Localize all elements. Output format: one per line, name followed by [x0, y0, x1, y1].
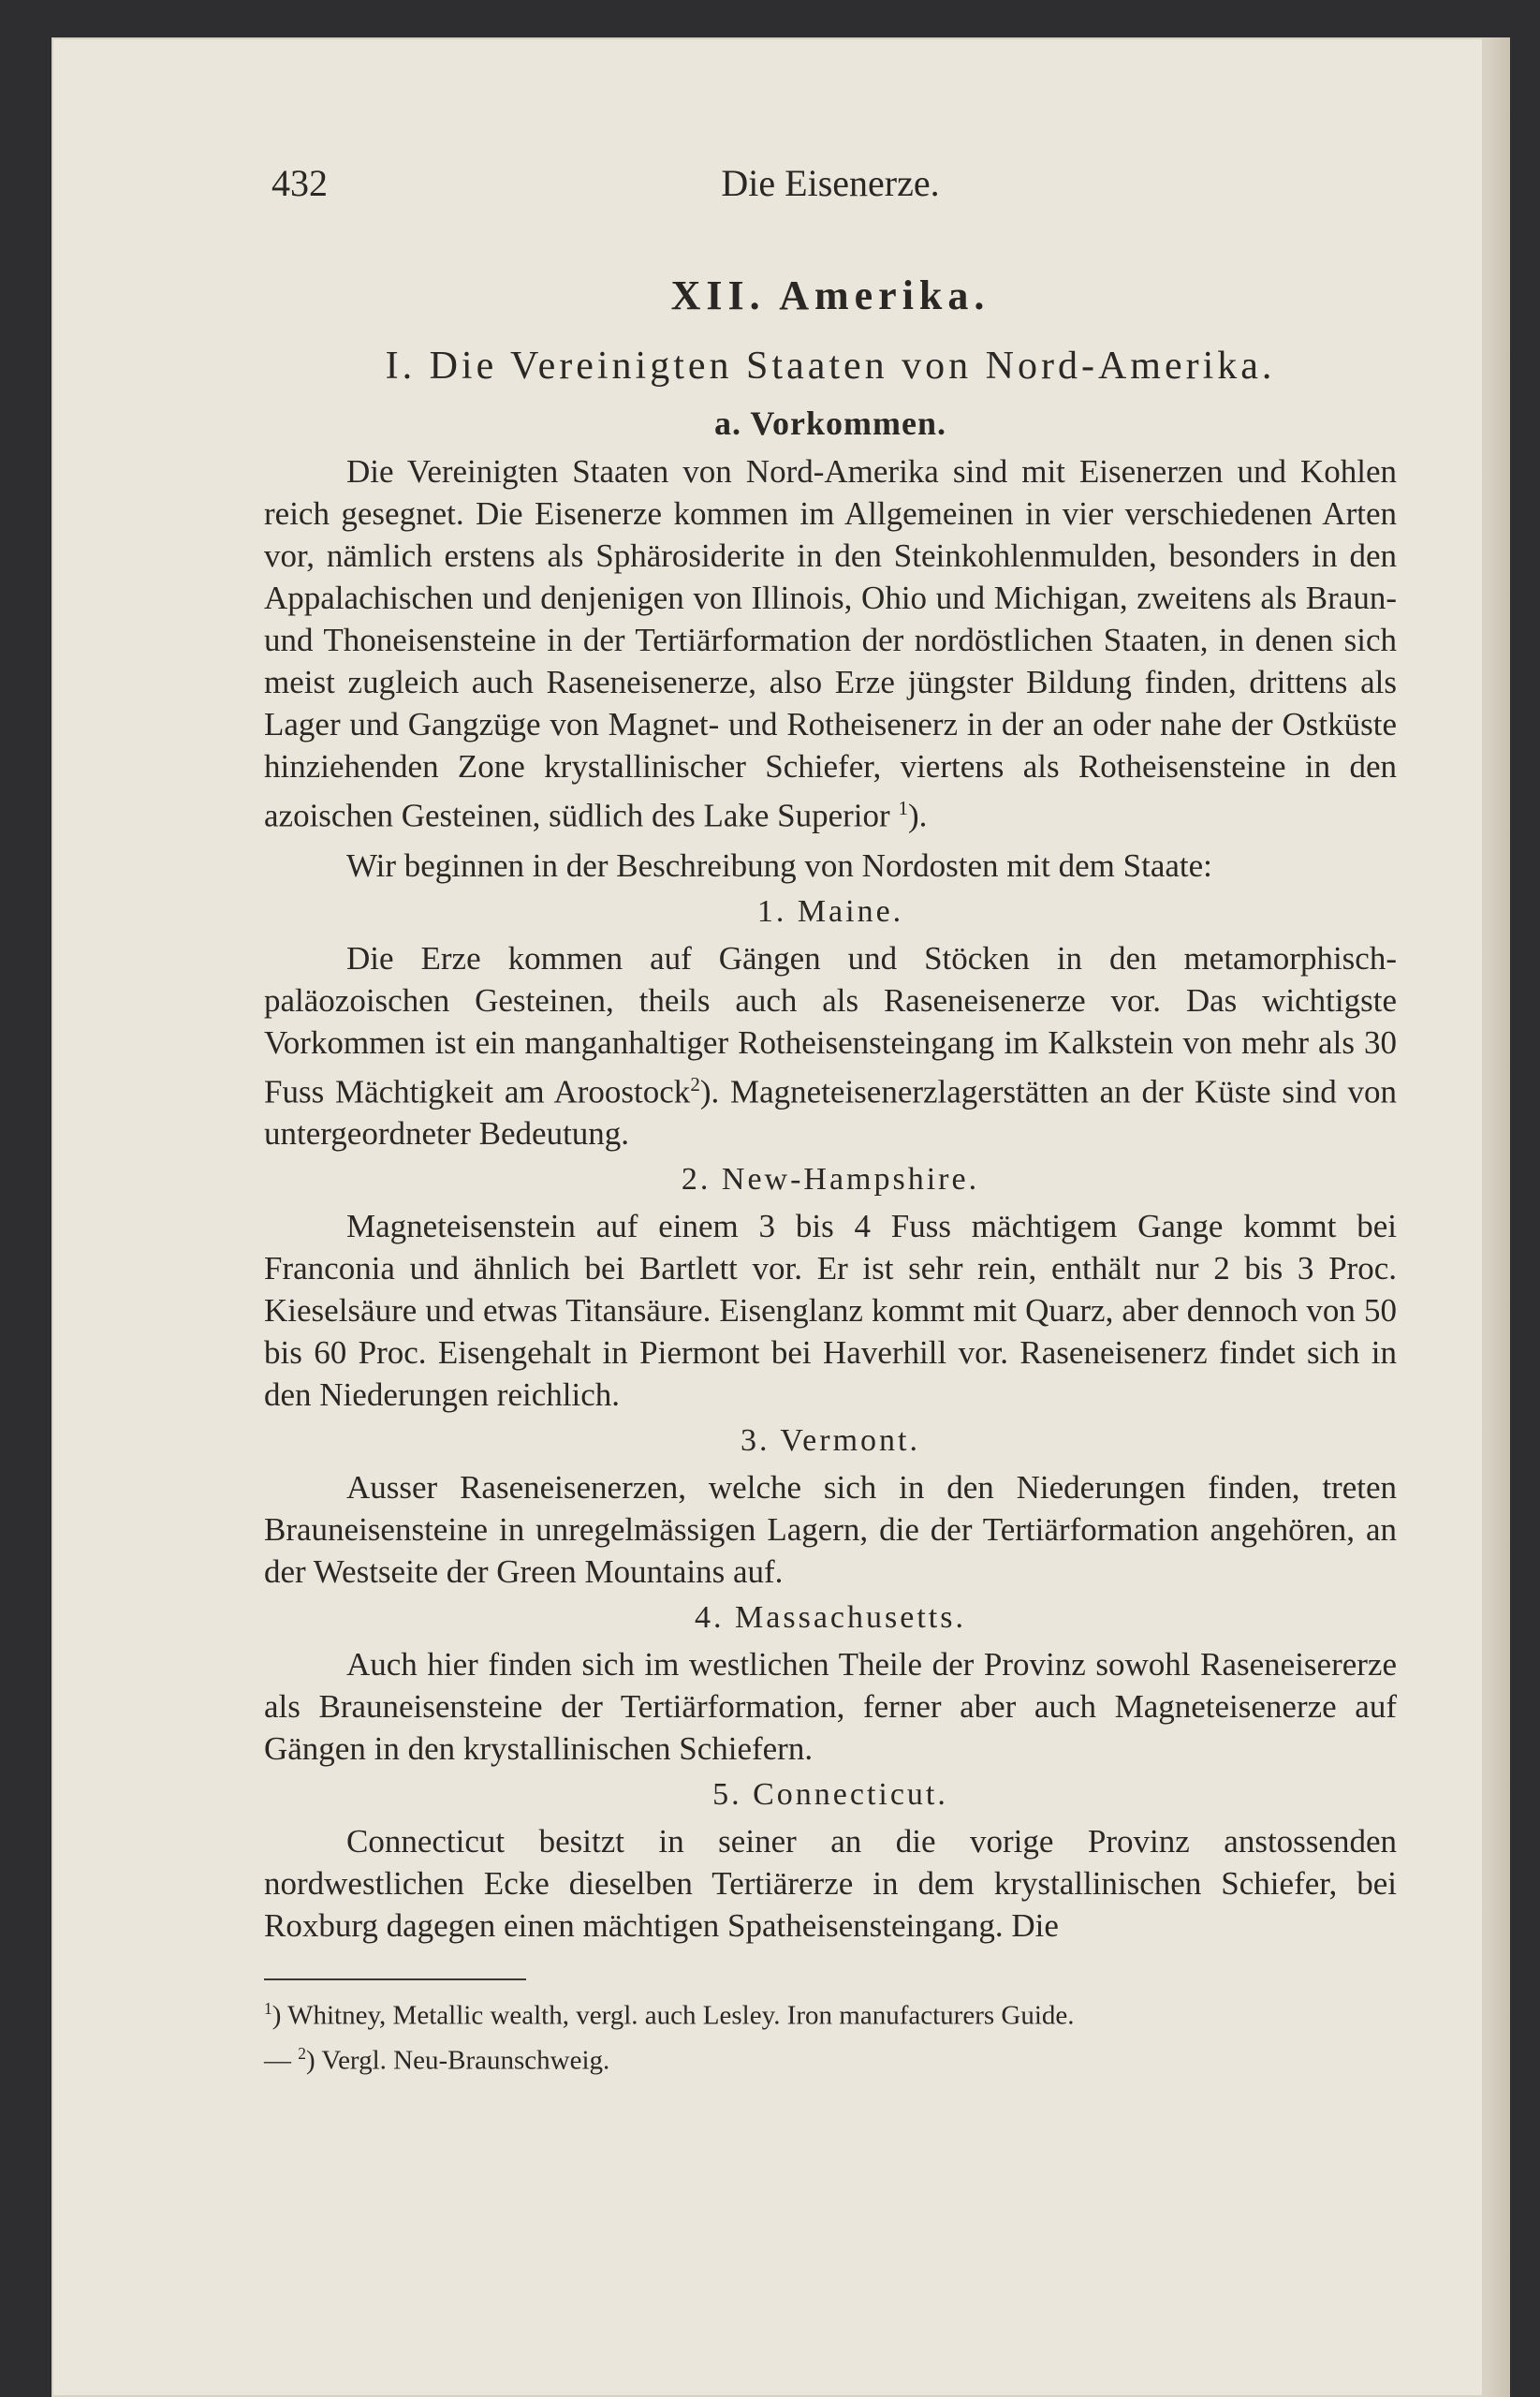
running-head [264, 150, 1397, 206]
state-heading-new-hampshire: 2. New-Hampshire. [681, 1162, 980, 1198]
footnote-1-text: ) Whitney, Metallic wealth, vergl. auch Lesley. Iron manufacturers Guide. [271, 2000, 1075, 2031]
subsection-heading: a. Vorkommen. [713, 404, 947, 442]
footnote-dash: — [264, 2045, 299, 2076]
page-title: Die Eisenerze. [721, 162, 940, 204]
state-heading-vermont: 3. Vermont. [741, 1423, 920, 1459]
chapter-heading: XII. Amerika. [670, 272, 990, 318]
intro-after: ). [907, 797, 928, 834]
footnote-2-marker: 2 [298, 2043, 306, 2063]
state-text-maine [264, 937, 1397, 1155]
state-heading-connecticut: 5. Connecticut. [712, 1777, 948, 1813]
footnotes [264, 1990, 1397, 2079]
maine-text: Die Erze kommen auf Gängen und Stöcken in den metamorphisch-paläozoischen Gesteinen, theils auch als Raseneisenerze vor. Das wichtigste Vorkommen ist ein manganhaltiger Rotheisensteingang im Kalkstein von mehr als 30 Fuss Mächtigkeit am Aroostock [264, 939, 1397, 1110]
intro-text: Die Vereinigten Staaten von Nord-Amerika sind mit Eisenerzen und Kohlen reich gesegnet. Die Eisenerze kommen im Allgemeinen in vier verschiedenen Arten vor, nämlich erstens als Sphärosiderite in den Steinkohlenmulden, besonders in den Appalachischen und denjenigen von Illinois, Ohio und Michigan, zweitens als Braun- und Thoneisensteine in der Tertiärformation der nordöstlichen Staaten, in denen sich meist zugleich auch Raseneisenerze, also Erze jüngster Bildung finden, drittens als Lager und Gangzüge von Magnet- und Rotheisenerz in der an oder nahe der Ostküste hinziehenden Zone krystallinischer Schiefer, viertens als Rotheisensteine in den azoischen Gesteinen, südlich des Lake Superior [264, 453, 1397, 834]
footnote-1-marker: 1 [264, 1999, 272, 2019]
page-number: 432 [271, 162, 328, 204]
lead-paragraph: Wir beginnen in der Beschreibung von Nordosten mit dem Staate: [346, 846, 1212, 884]
state-heading-massachusetts: 4. Massachusetts. [695, 1600, 966, 1636]
page-content [264, 150, 1397, 2080]
state-text-connecticut: Connecticut besitzt in seiner an die vorige Provinz anstossenden nordwestlichen Ecke dieselben Tertiärerze in dem krystallinischen Schiefer, bei Roxburg dagegen einen mächtigen Spatheisensteingang. Die [264, 1823, 1397, 1945]
section-heading: I. Die Vereinigten Staaten von Nord-Amerika. [385, 345, 1276, 388]
state-text-vermont: Ausser Raseneisenerzen, welche sich in den Niederungen finden, treten Brauneisensteine in unregelmässigen Lagern, die der Tertiärformation angehören, an der Westseite der Green Mountains auf. [264, 1469, 1397, 1591]
page-edge [1484, 37, 1510, 2397]
footnote-ref-1: 1 [898, 797, 908, 819]
maine-after: ). Magneteisenerzlagerstätten an der Küste sind von untergeordneter Bedeutung. [264, 1073, 1397, 1153]
intro-paragraph [264, 450, 1397, 837]
state-text-massachusetts: Auch hier finden sich im westlichen Theile der Provinz sowohl Raseneisererze als Brauneisensteine der Tertiärformation, ferner aber auch Magneteisenerze auf Gängen in den krystallinischen Schiefern. [264, 1646, 1397, 1768]
footnote-ref-2: 2 [690, 1072, 700, 1096]
state-text-new-hampshire: Magneteisenstein auf einem 3 bis 4 Fuss mächtigem Gange kommt bei Franconia und ähnlich bei Bartlett vor. Er ist sehr rein, enthält nur 2 bis 3 Proc. Kieselsäure und etwas Titansäure. Eisenglanz kommt mit Quarz, aber dennoch von 50 bis 60 Proc. Eisengehalt in Piermont bei Haverhill vor. Raseneisenerz findet sich in den Niederungen reichlich. [264, 1208, 1397, 1414]
footnote-2-text: ) Vergl. Neu-Braunschweig. [305, 2045, 610, 2076]
footnote-rule [264, 1978, 526, 1980]
state-heading-maine: 1. Maine. [756, 893, 904, 929]
